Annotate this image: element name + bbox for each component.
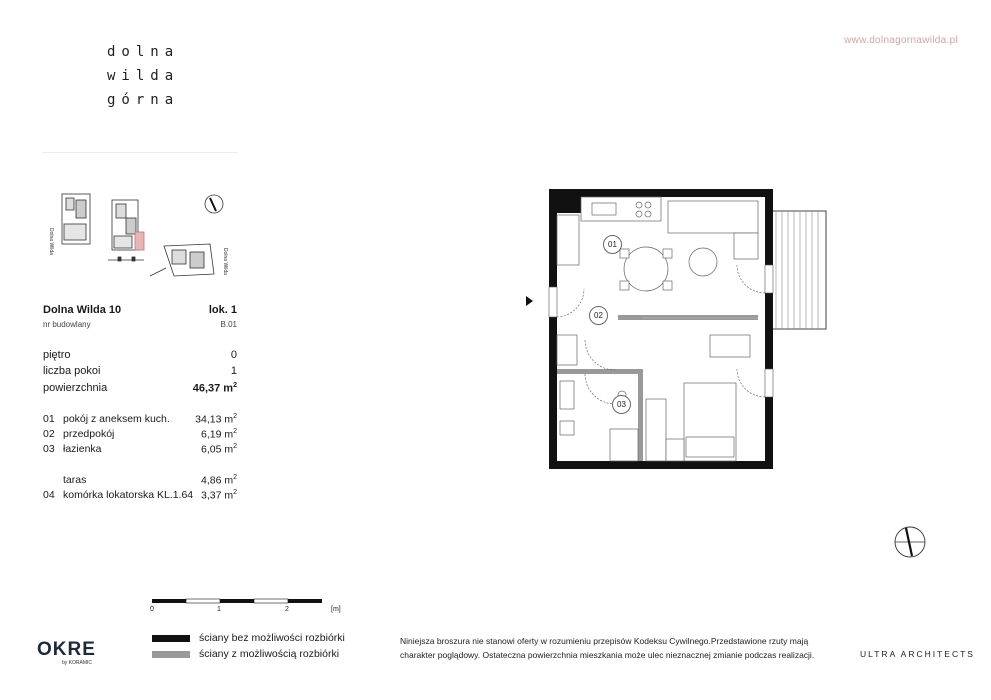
info-value: 46,37 $m^2$ <box>192 382 237 395</box>
room-row <box>43 443 237 457</box>
divider <box>42 152 238 153</box>
north-arrow-icon <box>892 525 928 559</box>
legend-swatch-partition <box>152 651 190 658</box>
room-row <box>43 489 237 503</box>
plan-label-02: 02 <box>589 306 608 325</box>
info-label: powierzchnia <box>43 382 108 394</box>
sofa <box>668 201 758 259</box>
room-area: 34,13 $m^2$ <box>195 413 237 426</box>
website-url[interactable]: www.dolnagornawilda.pl <box>844 35 958 46</box>
unit-number: lok. 1 <box>208 304 237 316</box>
plan-label-03: 03 <box>612 395 631 414</box>
scale-tick-1: 1 <box>217 606 221 613</box>
legend-text-loadbearing: ściany bez możliwości rozbiórki <box>199 632 345 644</box>
site-plan-thumbnail <box>42 188 242 280</box>
dining-table <box>620 247 717 291</box>
room-area: 6,19 $m^2$ <box>200 428 237 441</box>
info-label: liczba pokoi <box>43 365 101 377</box>
logo-line-1: dolna <box>107 44 180 60</box>
room-area: 3,37 $m^2$ <box>200 489 237 502</box>
okre-logo: OKRE <box>37 639 96 660</box>
disclaimer-line-1: Niniejsza broszura nie stanowi oferty w rozumieniu przepisów Kodeksu Cywilnego.Przedstawione rzuty mają <box>400 636 809 646</box>
room-area: 6,05 $m^2$ <box>200 443 237 456</box>
room-name: przedpokój <box>63 428 115 440</box>
wardrobe <box>646 399 684 461</box>
room-number: 04 <box>43 489 55 501</box>
room-name: pokój z aneksem kuch. <box>63 413 170 425</box>
building-sub: nr budowlany <box>43 320 91 329</box>
info-row-area <box>43 382 237 397</box>
street-label-right: Dolna Wilda <box>222 248 228 275</box>
info-row-floor <box>43 349 237 364</box>
room-row <box>43 413 237 427</box>
info-value: 0 <box>230 349 237 361</box>
north-arrow-small-icon <box>205 195 223 213</box>
room-row <box>43 428 237 442</box>
legend-swatch-loadbearing <box>152 635 190 642</box>
scale-bar <box>150 597 340 619</box>
building-name: Dolna Wilda 10 <box>43 304 122 316</box>
bathroom <box>560 381 638 461</box>
architect-name: ULTRA ARCHITECTS <box>860 649 975 659</box>
entrance-arrow-icon <box>526 296 533 306</box>
room-name: komórka lokatorska KL.1.64 <box>63 489 194 501</box>
plan-label-01: 01 <box>603 235 622 254</box>
scale-tick-0: 0 <box>150 606 154 613</box>
terrace <box>770 211 826 329</box>
desk <box>710 335 750 357</box>
room-number: 01 <box>43 413 55 425</box>
info-label: piętro <box>43 349 71 361</box>
room-area: 4,86 $m^2$ <box>200 474 237 487</box>
street-label-left: Dolna Wilda <box>48 228 54 255</box>
scale-tick-2: 2 <box>285 606 289 613</box>
room-row <box>43 474 237 488</box>
bed <box>684 383 736 461</box>
unit-code: B.01 <box>220 320 237 329</box>
okre-logo-sub: by KORAMIC <box>62 660 93 666</box>
logo-line-2: wilda <box>107 68 180 84</box>
disclaimer-line-2: charakter poglądowy. Ostateczna powierzchnia mieszkania może ulec nieznacznej zmianie podczas realizacji. <box>400 650 815 660</box>
room-name: łazienka <box>63 443 102 455</box>
room-number: 03 <box>43 443 55 455</box>
legend-text-partition: ściany z możliwością rozbiórki <box>199 648 340 660</box>
scale-unit: [m] <box>331 606 341 613</box>
info-value: 1 <box>230 365 237 377</box>
logo-line-3: górna <box>107 92 180 108</box>
room-number: 02 <box>43 428 55 440</box>
info-row-rooms <box>43 365 237 380</box>
floor-plan <box>520 185 830 475</box>
room-name: taras <box>63 474 87 486</box>
